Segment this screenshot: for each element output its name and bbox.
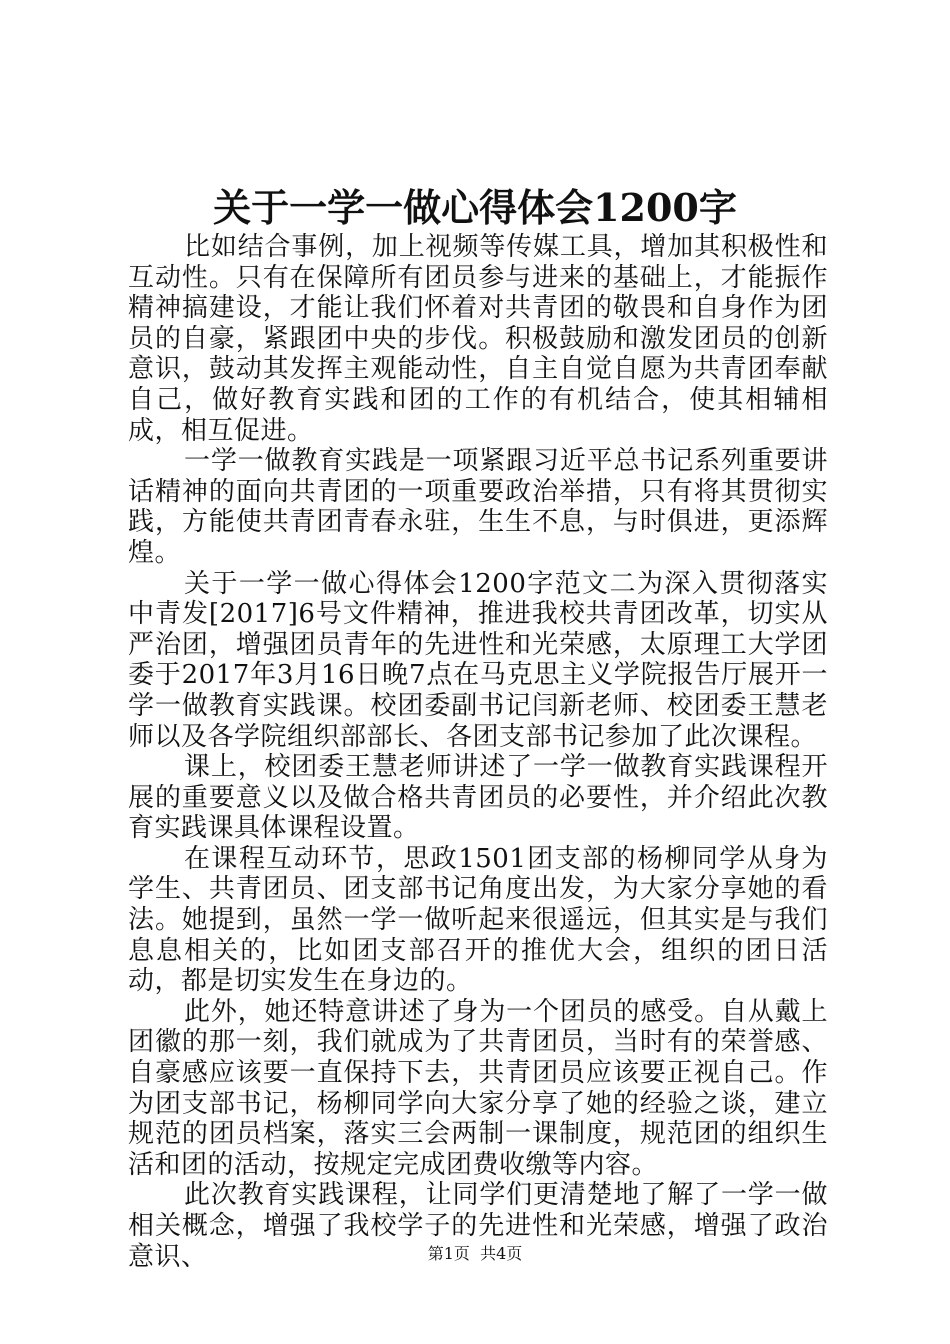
paragraph: 关于一学一做心得体会1200字范文二为深入贯彻落实中青发[2017]6号文件精神，推进我校共青团改革，切实从严治团，增强团员青年的先进性和光荣感，太原理工大学团委于2017年3月16日晚7点在马克思主义学院报告厅展开一学一做教育实践课。校团委副书记闫新老师、校团委王慧老师以及各学院组织部部长、各团支部书记参加了此次课程。 <box>128 568 828 752</box>
page-footer: 第1页 共4页 <box>427 1244 523 1263</box>
paragraph: 在课程互动环节，思政1501团支部的杨柳同学从身为学生、共青团员、团支部书记角度出发，为大家分享她的看法。她提到，虽然一学一做听起来很遥远，但其实是与我们息息相关的，比如团支部召开的推优大会，组织的团日活动，都是切实发生在身边的。 <box>128 843 828 997</box>
paragraph: 比如结合事例，加上视频等传媒工具，增加其积极性和互动性。只有在保障所有团员参与进来的基础上，才能振作精神搞建设，才能让我们怀着对共青团的敬畏和自身作为团员的自豪，紧跟团中央的步伐。积极鼓励和激发团员的创新意识，鼓动其发挥主观能动性，自主自觉自愿为共青团奉献自己，做好教育实践和团的工作的有机结合，使其相辅相成，相互促进。 <box>128 232 828 446</box>
paragraph: 一学一做教育实践是一项紧跟习近平总书记系列重要讲话精神的面向共青团的一项重要政治举措，只有将其贯彻实践，方能使共青团青春永驻，生生不息，与时俱进，更添辉煌。 <box>128 446 828 568</box>
document-body <box>128 232 828 1272</box>
document-title: 关于一学一做心得体会1200字 <box>213 185 737 230</box>
paragraph: 此次教育实践课程，让同学们更清楚地了解了一学一做相关概念，增强了我校学子的先进性和光荣感，增强了政治意识、 <box>128 1180 828 1272</box>
paragraph: 课上，校团委王慧老师讲述了一学一做教育实践课程开展的重要意义以及做合格共青团员的必要性，并介绍此次教育实践课具体课程设置。 <box>128 752 828 844</box>
paragraph: 此外，她还特意讲述了身为一个团员的感受。自从戴上团徽的那一刻，我们就成为了共青团员，当时有的荣誉感、自豪感应该要一直保持下去，共青团员应该要正视自己。作为团支部书记，杨柳同学向大家分享了她的经验之谈，建立规范的团员档案，落实三会两制一课制度，规范团的组织生活和团的活动，按规定完成团费收缴等内容。 <box>128 996 828 1180</box>
